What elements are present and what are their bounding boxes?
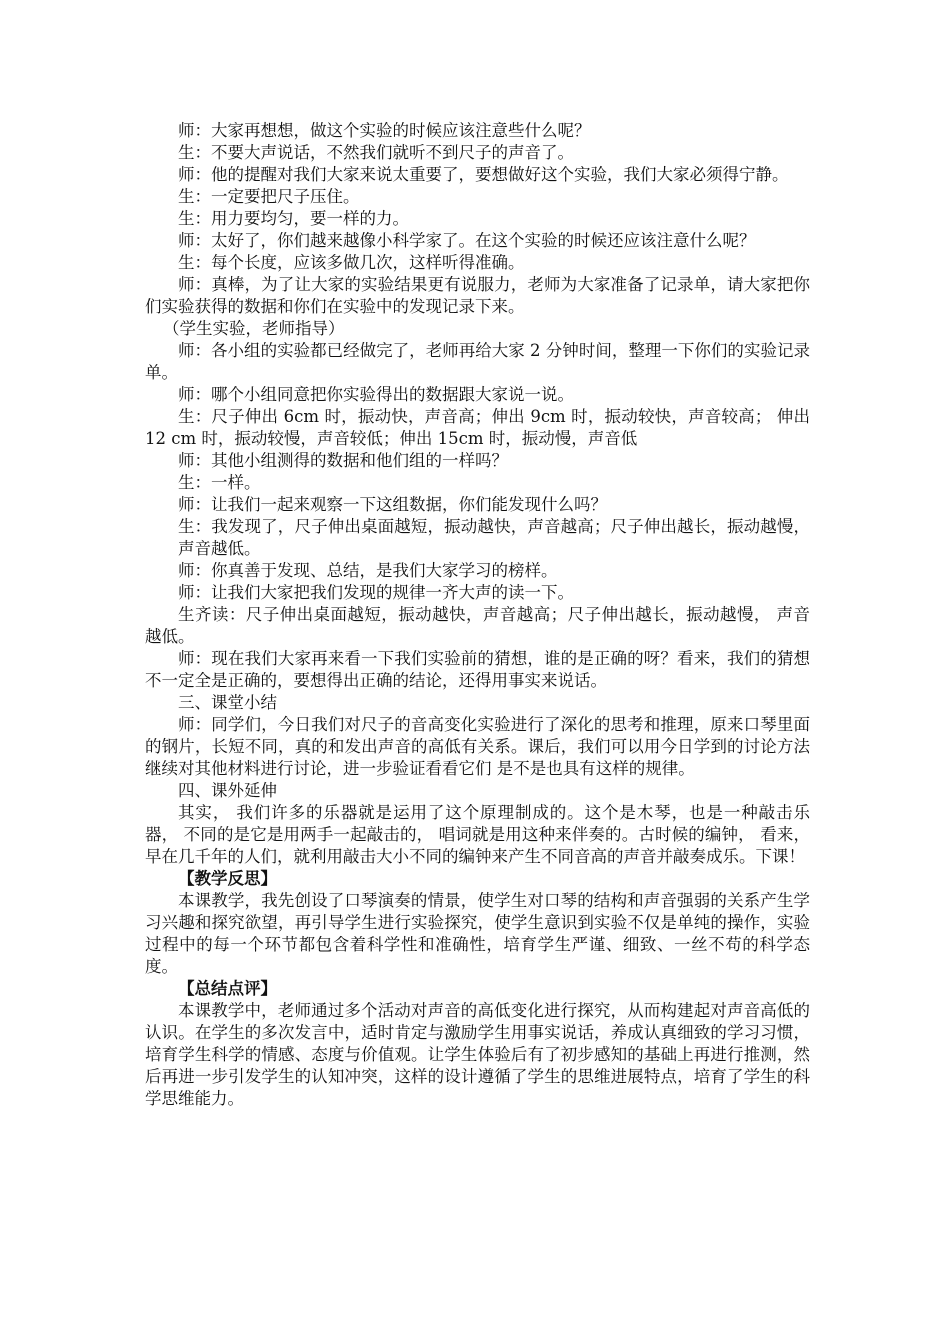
paragraph: 师：其他小组测得的数据和他们组的一样吗？ <box>178 451 508 470</box>
paragraph: 生：每个长度，应该多做几次，这样听得准确。 <box>178 253 525 272</box>
document-body <box>145 120 810 1110</box>
paragraph: 本课教学中，老师通过多个活动对声音的高低变化进行探究，从而构建起对声音高低的认识。在学生的多次发言中，适时肯定与激励学生用事实说话，养成认真细致的学习习惯，培育学生科学的情感、态度与价值观。让学生体验后有了初步感知的基础上再进行推测，然后再进一步引发学生的认知冲突，这样的设计遵循了学生的思维进展特点，培育了学生的科学思维能力。 <box>145 1001 810 1108</box>
paragraph: 师：真棒，为了让大家的实验结果更有说服力，老师为大家准备了记录单，请大家把你们实验获得的数据和你们在实验中的发现记录下来。 <box>145 275 810 316</box>
paragraph: 本课教学，我先创设了口琴演奏的情景，使学生对口琴的结构和声音强弱的关系产生学习兴趣和探究欲望，再引导学生进行实验探究，使学生意识到实验不仅是单纯的操作，实验过程中的每一个环节都包含着科学性和准确性，培育学生严谨、细致、一丝不苟的科学态度。 <box>145 891 810 976</box>
paragraph: 师：你真善于发现、总结，是我们大家学习的榜样。 <box>178 561 558 580</box>
paragraph: 师：哪个小组同意把你实验得出的数据跟大家说一说。 <box>178 385 574 404</box>
paragraph: 师：现在我们大家再来看一下我们实验前的猜想，谁的是正确的呀？看来，我们的猜想不一定全是正确的，要想得出正确的结论，还得用事实来说话。 <box>145 649 810 690</box>
paragraph: 生：一样。 <box>178 473 261 492</box>
section-heading: 三、课堂小结 <box>178 693 277 712</box>
section-heading-summary: 【总结点评】 <box>178 979 277 998</box>
paragraph: 师：各小组的实验都已经做完了，老师再给大家 2 分钟时间，整理一下你们的实验记录单。 <box>145 341 810 382</box>
paragraph: 师：太好了，你们越来越像小科学家了。在这个实验的时候还应该注意什么呢？ <box>178 231 756 250</box>
paragraph: 生齐读：尺子伸出桌面越短，振动越快，声音越高；尺子伸出越长，振动越慢， 声音越低。 <box>145 605 810 646</box>
paragraph: 生：用力要均匀，要一样的力。 <box>178 209 409 228</box>
section-heading-reflection: 【教学反思】 <box>178 869 277 888</box>
paragraph: 师：大家再想想，做这个实验的时候应该注意些什么呢？ <box>178 121 591 140</box>
stage-direction: （学生实验，老师指导） <box>163 319 345 338</box>
paragraph: 其实， 我们许多的乐器就是运用了这个原理制成的。这个是木琴，也是一种敲击乐器， 不同的是它是用两手一起敲击的， 唱词就是用这种来伴奏的。古时候的编钟， 看来， 早在几千年的人们，就利用敲击大小不同的编钟来产生不同音高的声音并敲奏成乐。下课！ <box>145 803 810 866</box>
paragraph: 生：我发现了，尺子伸出桌面越短，振动越快，声音越高；尺子伸出越长，振动越慢，声音越低。 <box>178 517 810 558</box>
paragraph: 师：让我们一起来观察一下这组数据，你们能发现什么吗？ <box>178 495 607 514</box>
section-heading: 四、课外延伸 <box>178 781 277 800</box>
paragraph: 师：他的提醒对我们大家来说太重要了，要想做好这个实验，我们大家必须得宁静。 <box>178 165 789 184</box>
paragraph: 师：同学们，今日我们对尺子的音高变化实验进行了深化的思考和推理，原来口琴里面的钢片，长短不同，真的和发出声音的高低有关系。课后，我们可以用今日学到的讨论方法继续对其他材料进行讨论，进一步验证看看它们 是不是也具有这样的规律。 <box>145 715 810 778</box>
paragraph: 生：一定要把尺子压住。 <box>178 187 360 206</box>
paragraph: 生：尺子伸出 6cm 时，振动快，声音高；伸出 9cm 时，振动较快，声音较高； 伸出 12 cm 时，振动较慢，声音较低；伸出 15cm 时，振动慢，声音低 <box>145 407 810 448</box>
paragraph: 生：不要大声说话，不然我们就听不到尺子的声音了。 <box>178 143 574 162</box>
paragraph: 师：让我们大家把我们发现的规律一齐大声的读一下。 <box>178 583 574 602</box>
